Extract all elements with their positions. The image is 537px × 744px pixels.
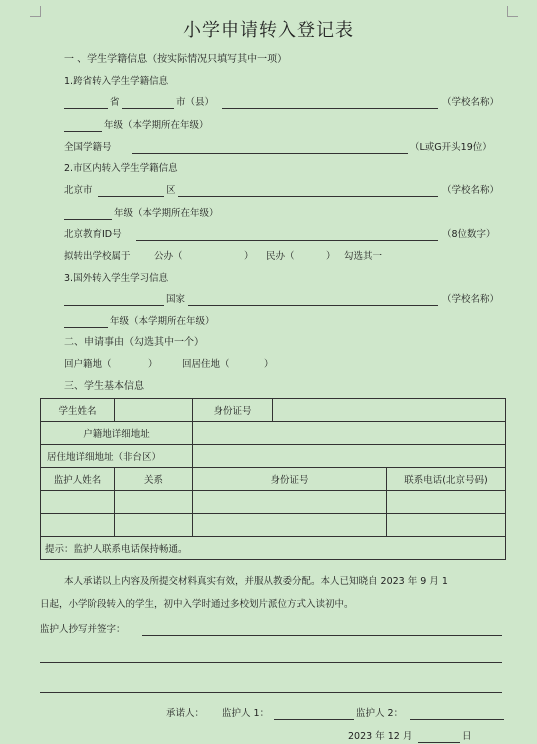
sub1-heading: 1.跨省转入学生学籍信息 (64, 76, 169, 87)
private-option-close: ） (326, 251, 336, 262)
hukou-option-close: ） (148, 359, 158, 370)
guardian1-id-cell[interactable] (193, 491, 387, 514)
student-info-table (40, 398, 506, 560)
sub3-grade-input-line[interactable] (64, 327, 108, 328)
table-row (41, 514, 506, 537)
phone-header: 联系电话(北京号码) (387, 468, 506, 491)
city-input-line[interactable] (122, 108, 174, 109)
guardian-id-header: 身份证号 (193, 468, 387, 491)
page-title: 小学申请转入登记表 (183, 20, 354, 41)
promiser-label: 承诺人： (166, 708, 205, 719)
guardian2-id-cell[interactable] (193, 514, 387, 537)
student-id-label: 身份证号 (193, 399, 273, 422)
guardian1-sign-line[interactable] (274, 719, 354, 720)
school-type-label: 拟转出学校属于 (64, 251, 131, 262)
beijing-city-label: 北京市 (64, 185, 93, 196)
guardian1-relation-cell[interactable] (115, 491, 193, 514)
table-row (41, 445, 506, 468)
sub1-grade-label: 年级（本学期所在年级） (104, 120, 209, 131)
sub3-school-input-line[interactable] (188, 305, 438, 306)
hukou-address-label: 户籍地详细地址 (41, 422, 193, 445)
edu-id-label: 北京教育ID号 (64, 229, 122, 240)
pledge-line-1: 本人承诺以上内容及所提交材料真实有效，并服从教委分配。本人已知晓自 2023 年 9 月 1 (64, 576, 448, 587)
copy-sign-label: 监护人抄写并签字： (40, 624, 126, 635)
residence-address-label: 居住地详细地址（非台区） (41, 445, 193, 468)
sub2-grade-input-line[interactable] (64, 219, 112, 220)
sub1-grade-input-line[interactable] (64, 131, 102, 132)
student-name-label: 学生姓名 (41, 399, 115, 422)
national-id-input-line[interactable] (132, 153, 408, 154)
sub1-school-label: （学校名称） (442, 97, 500, 108)
section1-heading: 一 、学生学籍信息（按实际情况只填写其中一项） (64, 54, 288, 65)
hukou-address-cell[interactable] (193, 422, 506, 445)
relation-header: 关系 (115, 468, 193, 491)
student-name-cell[interactable] (115, 399, 193, 422)
residence-address-cell[interactable] (193, 445, 506, 468)
city-label: 市（县） (176, 97, 215, 108)
province-input-line[interactable] (64, 108, 108, 109)
public-option-close: ） (244, 251, 254, 262)
national-id-label: 全国学籍号 (64, 142, 112, 153)
student-id-cell[interactable] (273, 399, 506, 422)
copy-sign-line-1[interactable] (142, 635, 502, 636)
choose-one-hint: 勾选其一 (344, 251, 383, 262)
edu-id-input-line[interactable] (136, 240, 438, 241)
guardian2-relation-cell[interactable] (115, 514, 193, 537)
guardian2-phone-cell[interactable] (387, 514, 506, 537)
district-input-line[interactable] (98, 196, 164, 197)
residence-option-close: ） (264, 359, 274, 370)
country-label: 国家 (166, 294, 186, 305)
sub2-heading: 2.市区内转入学生学籍信息 (64, 163, 178, 174)
guardian2-sign-line[interactable] (410, 719, 504, 720)
guardian1-phone-cell[interactable] (387, 491, 506, 514)
phone-note: 提示：监护人联系电话保持畅通。 (41, 537, 506, 560)
date-year-month: 2023 年 12 月 (348, 731, 413, 742)
sub3-school-label: （学校名称） (442, 294, 500, 305)
sub2-school-input-line[interactable] (178, 196, 438, 197)
guardian1-sign-label: 监护人 1： (222, 708, 270, 719)
pledge-line-2: 日起，小学阶段转入的学生，初中入学时通过多校划片派位方式入读初中。 (40, 599, 354, 610)
table-row (41, 399, 506, 422)
district-label: 区 (166, 185, 176, 196)
section3-heading: 三、学生基本信息 (64, 381, 144, 392)
sub2-grade-label: 年级（本学期所在年级） (114, 208, 219, 219)
hukou-option[interactable]: 回户籍地（ (64, 359, 112, 370)
public-option[interactable]: 公办（ (154, 251, 183, 262)
date-day-label: 日 (462, 731, 472, 742)
private-option[interactable]: 民办（ (266, 251, 295, 262)
section2-heading: 二、申请事由（勾选其中一个） (64, 337, 204, 348)
table-row (41, 422, 506, 445)
country-input-line[interactable] (64, 305, 164, 306)
sub1-school-input-line[interactable] (222, 108, 438, 109)
copy-sign-line-3[interactable] (40, 692, 502, 693)
sub2-school-label: （学校名称） (442, 185, 500, 196)
sub3-heading: 3.国外转入学生学习信息 (64, 273, 169, 284)
guardian2-name-cell[interactable] (41, 514, 115, 537)
date-day-line[interactable] (418, 742, 460, 743)
sub3-grade-label: 年级（本学期所在年级） (110, 316, 215, 327)
guardian1-name-cell[interactable] (41, 491, 115, 514)
table-row (41, 491, 506, 514)
residence-option[interactable]: 回居住地（ (182, 359, 230, 370)
province-label: 省 (110, 97, 120, 108)
edu-id-hint: （8位数字） (442, 229, 496, 240)
copy-sign-line-2[interactable] (40, 662, 502, 663)
guardian2-sign-label: 监护人 2： (356, 708, 404, 719)
guardian-name-header: 监护人姓名 (41, 468, 115, 491)
table-row (41, 468, 506, 491)
national-id-hint: （L或G开头19位） (410, 142, 492, 153)
table-row (41, 537, 506, 560)
